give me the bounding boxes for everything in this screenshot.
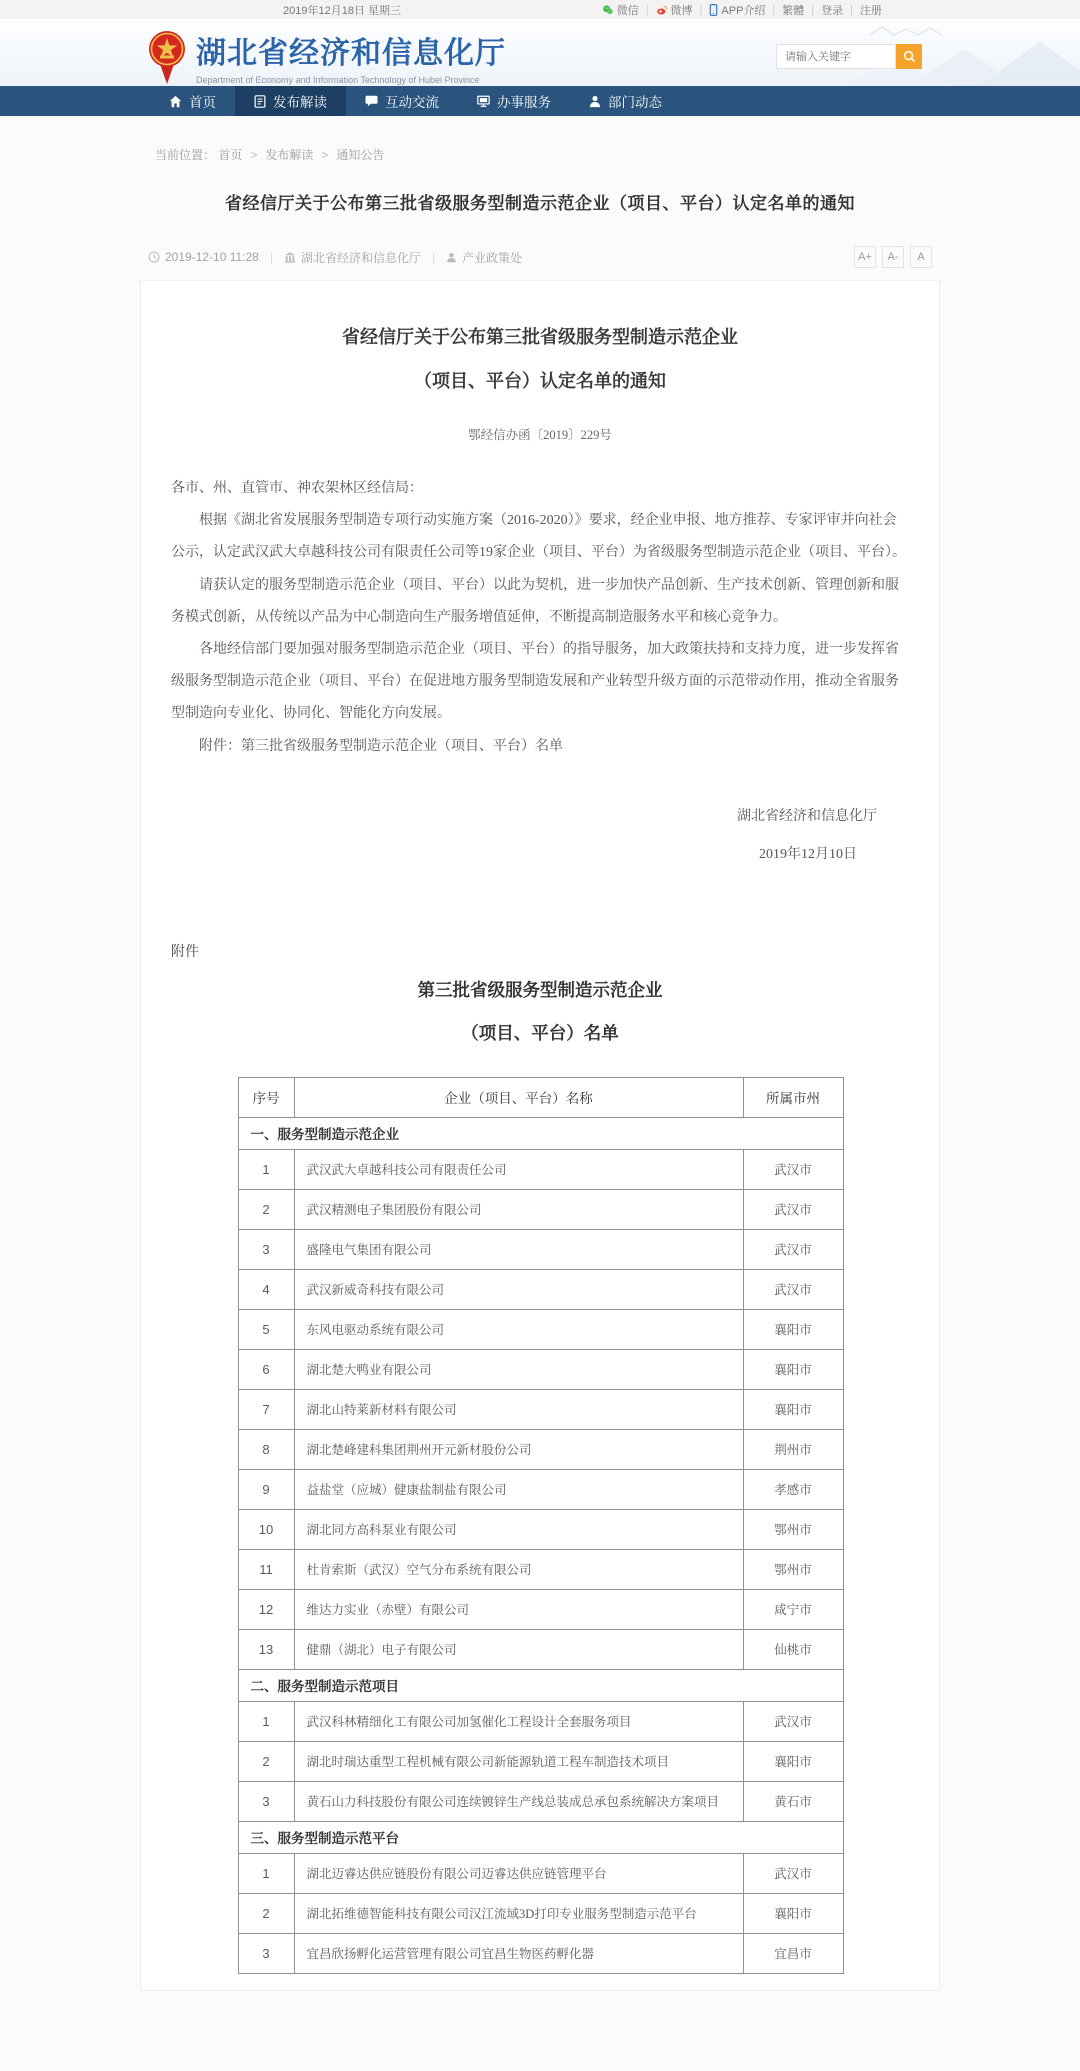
main-nav [0,86,1080,116]
table-row: 5 东风电驱动系统有限公司 襄阳市 [238,1309,843,1349]
article-content [140,189,940,1991]
document-icon [254,95,266,108]
table-row: 12 维达力实业（赤壁）有限公司 咸宁市 [238,1589,843,1629]
breadcrumb [140,116,940,173]
nav-item-department-news[interactable]: 部门动态 [570,86,681,116]
col-header-name: 企业（项目、平台）名称 [294,1077,743,1117]
attachment-title-line2: （项目、平台）名单 [461,1022,619,1043]
col-header-city: 所属市州 [743,1077,843,1117]
document-box [140,280,940,1991]
article-meta: 2019-12-10 11:28 | 湖北省经济和信息化厅 | 产业政策处 A+ A- A [148,246,932,268]
table-row: 1 武汉科林精细化工有限公司加氢催化工程设计全套服务项目 武汉市 [238,1701,843,1741]
table-row: 1 湖北迈睿达供应链股份有限公司迈睿达供应链管理平台 武汉市 [238,1853,843,1893]
search-button[interactable] [896,44,922,69]
table-row: 11 杜肯索斯（武汉）空气分布系统有限公司 鄂州市 [238,1549,843,1589]
document-body [171,473,909,763]
table-row: 2 武汉精测电子集团股份有限公司 武汉市 [238,1189,843,1229]
breadcrumb-publish[interactable]: 发布解读 [265,148,314,162]
login-link[interactable]: 登录 [821,4,844,17]
building-icon [284,251,296,263]
attachment-note: 附件：第三批省级服务型制造示范企业（项目、平台）名单 [199,738,563,754]
table-row: 6 湖北楚大鸭业有限公司 襄阳市 [238,1349,843,1389]
document-heading-line2: （项目、平台）认定名单的通知 [414,371,666,391]
weibo-icon [656,4,668,16]
table-row: 4 武汉新威奇科技有限公司 武汉市 [238,1269,843,1309]
chat-icon [365,95,378,107]
top-links: 微信 | 微博 | APP介绍 | 繁體 | 登录 | 注册 [602,2,882,18]
section-row-projects: 二、服务型制造示范项目 [238,1669,843,1701]
person-icon [589,95,601,108]
table-row: 8 湖北楚峰建科集团荆州开元新材股份公司 荆州市 [238,1429,843,1469]
nav-item-publish[interactable]: 发布解读 [235,86,346,116]
col-header-no: 序号 [238,1077,294,1117]
paragraph-1: 根据《湖北省发展服务型制造专项行动实施方案（2016-2020）》要求，经企业申报、地方推荐、专家评审并向社会公示，认定武汉武大卓越科技公司有限责任公司等19家企业（项目、平台）为省级服务型制造示范企业（项目、平台）。 [171,513,906,561]
attachment-label: 附件 [171,944,199,960]
enterprise-table-wrap [238,1077,843,1974]
font-reset-button[interactable]: A [910,246,932,268]
document-number: 鄂经信办函〔2019〕229号 [468,428,612,442]
font-increase-button[interactable]: A+ [854,246,876,268]
salutation: 各市、州、直管市、神农架林区经信局： [171,481,423,496]
breadcrumb-home[interactable]: 首页 [218,148,243,162]
table-row: 3 黄石山力科技股份有限公司连续镀锌生产线总装成总承包系统解决方案项目 黄石市 [238,1781,843,1821]
wechat-icon [602,4,614,16]
national-emblem-logo [148,30,186,89]
signature-date: 2019年12月10日 [759,846,857,862]
document-heading-line1: 省经信厅关于公布第三批省级服务型制造示范企业 [342,327,738,347]
app-intro-link[interactable]: APP介绍 [709,2,765,18]
table-row-highlighted: 2 湖北时瑞达重型工程机械有限公司新能源轨道工程车制造技术项目 襄阳市 [238,1741,843,1781]
section-row-enterprises: 一、服务型制造示范企业 [238,1117,843,1149]
table-row: 13 健鼎（湖北）电子有限公司 仙桃市 [238,1629,843,1669]
attachment-title-line1: 第三批省级服务型制造示范企业 [417,979,663,1000]
font-size-controls [854,246,932,268]
table-row: 9 益盐堂（应城）健康盐制盐有限公司 孝感市 [238,1469,843,1509]
service-icon [477,95,490,108]
table-row: 3 盛隆电气集团有限公司 武汉市 [238,1229,843,1269]
author-icon [446,252,457,263]
traditional-chinese-link[interactable]: 繁體 [782,4,805,17]
search-box [776,44,922,69]
table-row: 2 湖北拓维德智能科技有限公司汉江流域3D打印专业服务型制造示范平台 襄阳市 [238,1893,843,1933]
nav-item-services[interactable]: 办事服务 [458,86,570,116]
home-icon [169,95,182,108]
weibo-link[interactable]: 微博 [656,2,693,18]
brand-block [196,28,506,85]
breadcrumb-notices[interactable]: 通知公告 [336,148,385,162]
source-name: 湖北省经济和信息化厅 [284,249,421,266]
author-department: 产业政策处 [446,249,522,266]
search-icon [903,50,916,63]
site-title: 湖北省经济和信息化厅 [196,37,506,70]
current-date-text: 2019年12月18日 星期三 [283,4,401,17]
site-subtitle-en: Department of Economy and Information Technology of Hubei Province [196,75,480,85]
breadcrumb-label: 当前位置： [155,148,216,162]
table-row: 3 宜昌欣扬孵化运营管理有限公司宜昌生物医药孵化器 宜昌市 [238,1933,843,1973]
table-row: 10 湖北同方高科泵业有限公司 鄂州市 [238,1509,843,1549]
font-decrease-button[interactable]: A- [882,246,904,268]
signature-name: 湖北省经济和信息化厅 [737,808,877,824]
phone-icon [709,4,718,16]
clock-icon [148,251,160,263]
page-title: 省经信厅关于公布第三批省级服务型制造示范企业（项目、平台）认定名单的通知 [225,194,855,213]
nav-item-home[interactable]: 首页 [150,86,235,116]
site-header [0,19,1080,86]
search-input[interactable] [776,44,896,69]
nav-item-interaction[interactable]: 互动交流 [346,86,458,116]
table-row: 7 湖北山特莱新材料有限公司 襄阳市 [238,1389,843,1429]
paragraph-2: 请获认定的服务型制造示范企业（项目、平台）以此为契机，进一步加快产品创新、生产技术创新、管理创新和服务模式创新，从传统以产品为中心制造向生产服务增值延伸，不断提高制造服务水平和核心竞争力。 [171,577,899,625]
table-header-row [238,1077,843,1117]
section-row-platforms: 三、服务型制造示范平台 [238,1821,843,1853]
top-utility-bar [0,0,1080,19]
paragraph-3: 各地经信部门要加强对服务型制造示范企业（项目、平台）的指导服务，加大政策扶持和支持力度，进一步发挥省级服务型制造示范企业（项目、平台）在促进地方服务型制造发展和产业转型升级方面的示范带动作用，推动全省服务型制造向专业化、协同化、智能化方向发展。 [171,641,899,722]
enterprise-table [238,1077,844,1974]
register-link[interactable]: 注册 [860,4,882,17]
wechat-link[interactable]: 微信 [602,2,639,18]
table-row: 1 武汉武大卓越科技公司有限责任公司 武汉市 [238,1149,843,1189]
publish-time: 2019-12-10 11:28 [148,250,259,264]
